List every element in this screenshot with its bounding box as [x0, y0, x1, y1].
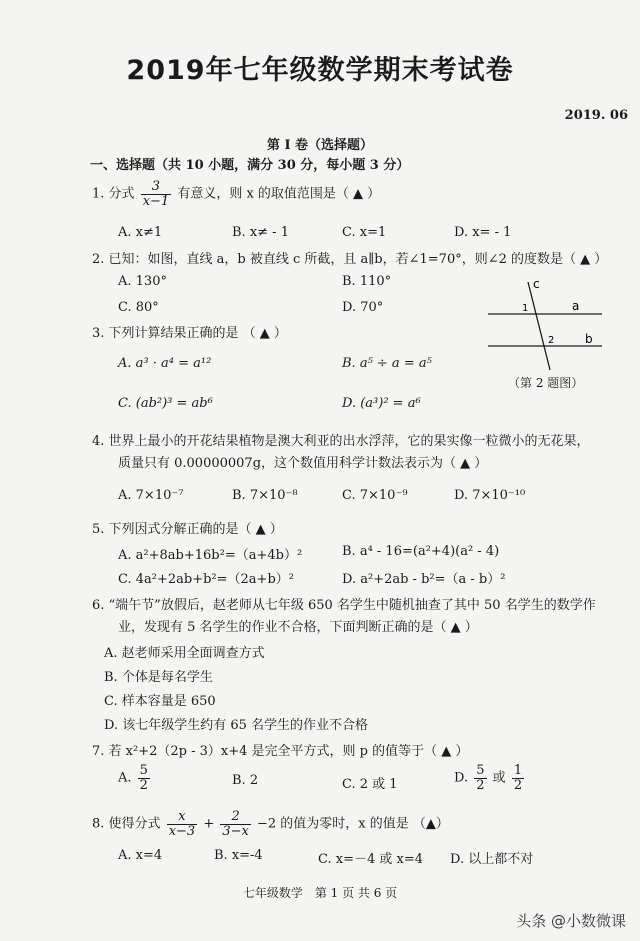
- q8-f1-den: x−3: [168, 823, 196, 839]
- q7-d-fraction-2: [512, 764, 524, 792]
- q1-frac-num: 3: [141, 180, 172, 195]
- q7-d-label: D.: [454, 770, 469, 786]
- q2-figure: [480, 274, 610, 374]
- question-4-line-1: 4. 世界上最小的开花结果植物是澳大利亚的出水浮萍，它的果实像一粒微小的无花果，: [92, 434, 590, 449]
- q7-d-or: 或: [492, 770, 506, 786]
- q6-option-c: C. 样本容量是 650: [104, 694, 216, 709]
- q7-option-d: [454, 764, 526, 792]
- label-c: c: [533, 277, 540, 291]
- q1-option-d: D. x= - 1: [454, 225, 512, 240]
- q8-fraction-1: [167, 810, 198, 838]
- question-3: 3. 下列计算结果正确的是 （ ▲ ）: [92, 326, 287, 341]
- q5-option-c: C. 4a²+2ab+b²=（2a+b）²: [118, 572, 294, 587]
- q2-option-b: B. 110°: [342, 274, 392, 289]
- q8-suffix: −2 的值为零时，x 的值是 （▲）: [257, 816, 449, 832]
- q7-d-fraction-1: [474, 764, 486, 792]
- watermark: 头条 @小数微课: [516, 912, 626, 930]
- q8-option-c: C. x=－4 或 x=4: [318, 852, 424, 867]
- q4-option-d: D. 7×10⁻¹⁰: [454, 488, 526, 503]
- q8-f1-num: x: [167, 810, 198, 825]
- question-2: 2. 已知：如图，直线 a，b 被直线 c 所截，且 a∥b，若∠1=70°，则∠2 的度数是（ ▲ ）: [92, 252, 608, 267]
- q4-option-c: C. 7×10⁻⁹: [342, 488, 408, 503]
- question-7: 7. 若 x²+2（2p - 3）x+4 是完全平方式，则 p 的值等于（ ▲ ）: [92, 744, 469, 759]
- q1-suffix: 有意义，则 x 的取值范围是（ ▲ ）: [177, 186, 381, 202]
- q7-d-num-2: 1: [513, 763, 523, 778]
- q7-d-den-2: 2: [513, 777, 523, 793]
- q8-prefix: 8. 使得分式: [92, 816, 161, 832]
- q1-frac-den: x−1: [142, 193, 170, 209]
- q8-fraction-2: [220, 810, 251, 838]
- exam-title: 2019年七年级数学期末考试卷: [126, 55, 514, 86]
- q7-option-c: C. 2 或 1: [342, 777, 398, 792]
- q8-plus: +: [203, 816, 215, 832]
- question-6-line-1: 6. “端午节”放假后，赵老师从七年级 650 名学生中随机抽查了其中 50 名学生的数学作: [92, 598, 596, 613]
- q7-a-fraction: [138, 764, 150, 792]
- q7-option-a: [118, 764, 152, 792]
- q8-option-a: A. x=4: [118, 848, 163, 863]
- q3-option-b: B. a⁵ ÷ a = a⁵: [342, 356, 432, 371]
- q4-option-a: A. 7×10⁻⁷: [118, 488, 184, 503]
- label-angle-2: 2: [548, 335, 555, 346]
- label-angle-1: 1: [522, 303, 529, 314]
- q8-f2-den: 3−x: [222, 823, 249, 839]
- q3-option-c: C. (ab²)³ = ab⁶: [118, 396, 213, 411]
- q3-option-a: A. a³ · a⁴ = a¹²: [118, 356, 212, 371]
- q2-option-d: D. 70°: [342, 300, 384, 315]
- q7-d-den-1: 2: [476, 777, 485, 793]
- q2-option-c: C. 80°: [118, 300, 159, 315]
- q3-option-d: D. (a³)² = a⁶: [342, 396, 421, 411]
- q1-option-b: B. x≠ - 1: [232, 225, 289, 240]
- q7-a-den: 2: [139, 777, 148, 793]
- q8-f2-num: 2: [220, 810, 251, 825]
- q4-option-b: B. 7×10⁻⁸: [232, 488, 298, 503]
- q1-fraction: [141, 180, 172, 208]
- label-a: a: [572, 299, 580, 313]
- q2-figure-caption: （第 2 题图）: [508, 376, 584, 390]
- q6-option-a: A. 赵老师采用全面调查方式: [104, 646, 265, 661]
- q7-a-label: A.: [118, 770, 132, 786]
- question-4-line-2: 质量只有 0.00000007g，这个数值用科学计数法表示为（ ▲ ）: [118, 456, 488, 471]
- q1-prefix: 1. 分式: [92, 186, 135, 202]
- q7-d-num-1: 5: [476, 763, 485, 778]
- q6-option-b: B. 个体是每名学生: [104, 670, 213, 685]
- q7-option-b: B. 2: [232, 773, 259, 788]
- q5-option-d: D. a²+2ab - b²=（a - b）²: [342, 572, 506, 587]
- question-8: [92, 810, 449, 838]
- q2-option-a: A. 130°: [118, 274, 167, 289]
- question-6-line-2: 业，发现有 5 名学生的作业不合格，下面判断正确的是（ ▲ ）: [118, 620, 478, 635]
- part-heading: 第 I 卷（选择题）: [266, 138, 374, 153]
- section-heading: 一、选择题（共 10 小题，满分 30 分，每小题 3 分）: [90, 158, 410, 173]
- q5-option-b: B. a⁴ - 16=(a²+4)(a² - 4): [342, 544, 500, 559]
- question-1: [92, 180, 380, 208]
- q1-option-c: C. x=1: [342, 225, 387, 240]
- q1-option-a: A. x≠1: [118, 225, 163, 240]
- exam-date: 2019. 06: [564, 108, 628, 123]
- q7-a-num: 5: [139, 763, 148, 778]
- label-b: b: [585, 332, 593, 346]
- page-footer: 七年级数学 第 1 页 共 6 页: [242, 886, 398, 900]
- question-5: 5. 下列因式分解正确的是（ ▲ ）: [92, 522, 283, 537]
- q8-option-b: B. x=-4: [214, 848, 263, 863]
- q6-option-d: D. 该七年级学生约有 65 名学生的作业不合格: [104, 718, 369, 733]
- q5-option-a: A. a²+8ab+16b²=（a+4b）²: [118, 548, 303, 563]
- q8-option-d: D. 以上都不对: [450, 852, 534, 867]
- line-c: [528, 282, 550, 370]
